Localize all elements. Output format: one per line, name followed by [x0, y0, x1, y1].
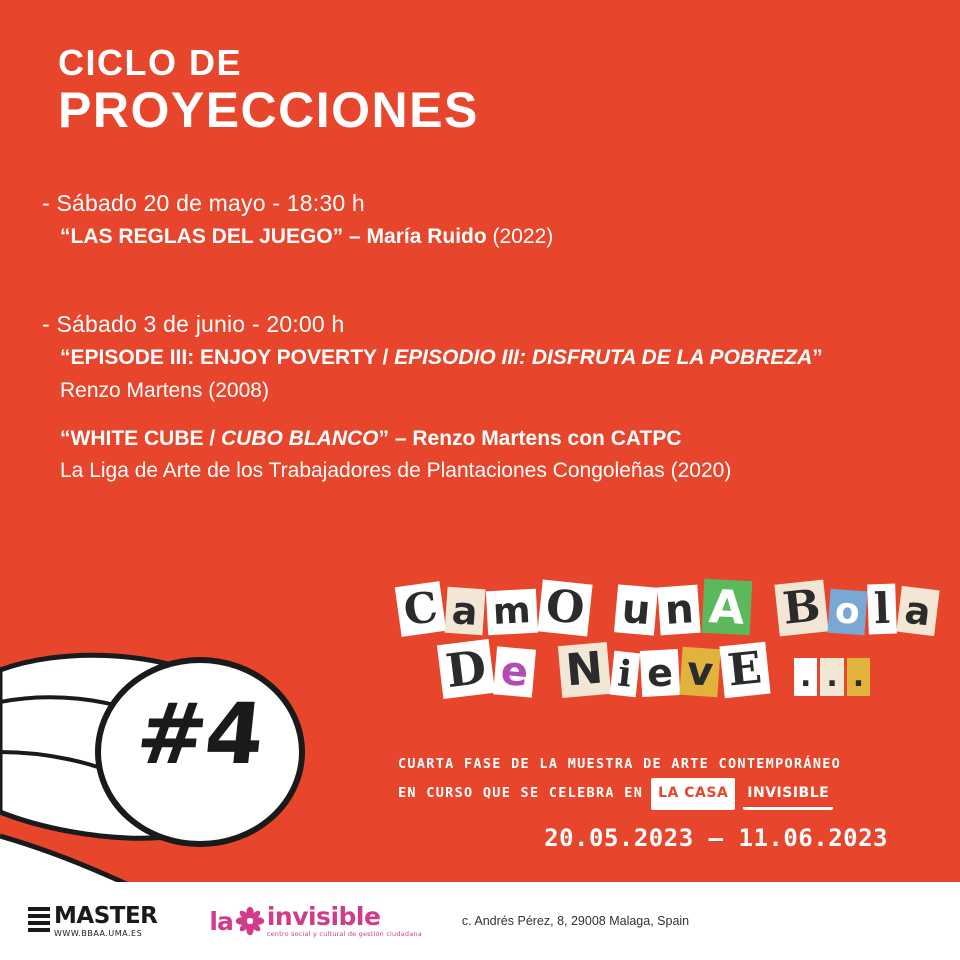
collage-word-bola: [777, 582, 938, 634]
film-author: Renzo Martens: [60, 378, 203, 402]
collage-dot: .: [820, 658, 843, 696]
collage-letter: m: [486, 589, 538, 636]
film-author-line: [42, 377, 932, 405]
invisible-subtitle: centro social y cultural de gestión ciudadana: [266, 929, 422, 938]
collage-word-como: [398, 582, 590, 634]
film-entry: [42, 223, 932, 251]
spacer: [42, 277, 932, 311]
collage-dot: .: [794, 658, 817, 696]
collage-letter: o: [827, 589, 867, 635]
film-quote-close: ”: [812, 346, 823, 370]
collage-word-una: [616, 580, 751, 634]
collage-row-2: [398, 639, 898, 699]
footer-address: c. Andrés Pérez, 8, 29008 Malaga, Spain: [461, 914, 690, 928]
film-author: María Ruido: [366, 225, 487, 248]
film-subtitle-line: [42, 457, 932, 485]
film-quote-close: ”: [378, 427, 389, 451]
film-title: LAS REGLAS DEL JUEGO: [70, 225, 333, 248]
collage-letter: a: [897, 586, 940, 636]
collage-dots: [794, 658, 870, 696]
collage-letter: C: [395, 581, 447, 637]
master-mark-icon: [28, 907, 50, 933]
collage-word-de: [440, 639, 534, 699]
collage-letter: O: [537, 580, 592, 637]
film-title: EPISODE III: ENJOY POVERTY /: [70, 346, 395, 370]
venue-chip-lacasa: LA CASA: [651, 778, 735, 810]
session-block: [42, 311, 932, 485]
collage-letter: e: [639, 649, 679, 697]
master-url: WWW.BBAA.UMA.ES: [54, 928, 143, 938]
collage-letter: n: [658, 585, 702, 636]
film-author: Renzo Martens con CATPC: [412, 427, 682, 451]
film-entry: [42, 344, 932, 372]
master-title: MASTER: [54, 902, 158, 929]
film-year-value: (2022): [492, 225, 554, 248]
date-range: 20.05.2023 – 11.06.2023: [544, 824, 888, 852]
collage-letter: D: [437, 639, 495, 699]
spacer: [42, 409, 932, 425]
session-block: [42, 190, 932, 251]
collage-letter: l: [868, 584, 898, 635]
film-subtitle: La Liga de Arte de los Trabajadores de Plantaciones Congoleñas: [60, 459, 665, 483]
film-quote-open: “: [60, 346, 71, 370]
master-logo: [28, 902, 158, 938]
film-year: (2008): [208, 378, 269, 402]
tagline: [398, 752, 918, 810]
film-title-italic: EPISODIO III: DISFRUTA DE LA POBREZA: [394, 346, 813, 370]
collage-word-nieve: [560, 644, 768, 696]
title-line-2: PROYECCIONES: [58, 81, 479, 138]
footer: [0, 882, 960, 960]
venue-chip-invisible: INVISIBLE: [743, 778, 833, 811]
issue-badge: #4: [131, 685, 267, 783]
master-logo-text: [54, 902, 158, 938]
session-date: - Sábado 3 de junio - 20:00 h: [42, 311, 345, 338]
collage-row-1: [398, 579, 934, 636]
tagline-prefix: EN CURSO QUE SE CELEBRA EN: [398, 785, 644, 802]
film-title: WHITE CUBE /: [70, 427, 221, 451]
title-line-1: CICLO DE: [58, 42, 243, 83]
film-dash: –: [389, 427, 413, 451]
film-entry: [42, 425, 932, 453]
film-title-italic: CUBO BLANCO: [221, 427, 379, 451]
film-quote-open: “: [60, 225, 71, 248]
page-title: [58, 44, 479, 136]
film-dash: –: [343, 225, 367, 248]
collage-dot: .: [847, 658, 870, 696]
film-year: (2020): [670, 459, 732, 483]
collage-letter: e: [493, 646, 536, 697]
collage-letter: B: [774, 580, 828, 637]
invisible-logo: [209, 904, 422, 937]
collage-title: [398, 579, 934, 699]
collage-letter: u: [614, 584, 659, 635]
program-list: [42, 190, 932, 512]
invisible-word: invisible: [266, 902, 381, 932]
collage-letter: a: [445, 587, 486, 636]
collage-letter: A: [702, 579, 752, 635]
collage-letter: v: [680, 647, 721, 698]
tagline-line-1: CUARTA FASE DE LA MUESTRA DE ARTE CONTEMPORÁNEO: [398, 756, 842, 772]
tagline-line-2: [398, 778, 918, 811]
invisible-la: la: [209, 906, 233, 936]
collage-letter: i: [610, 651, 640, 697]
film-quote-close: ”: [332, 225, 344, 248]
collage-letter: E: [720, 642, 771, 698]
invisible-logo-text: [267, 904, 422, 937]
flower-icon: [235, 906, 265, 936]
film-quote-open: “: [60, 427, 71, 451]
collage-letter: N: [558, 642, 611, 698]
session-date: - Sábado 20 de mayo - 18:30 h: [42, 190, 365, 216]
